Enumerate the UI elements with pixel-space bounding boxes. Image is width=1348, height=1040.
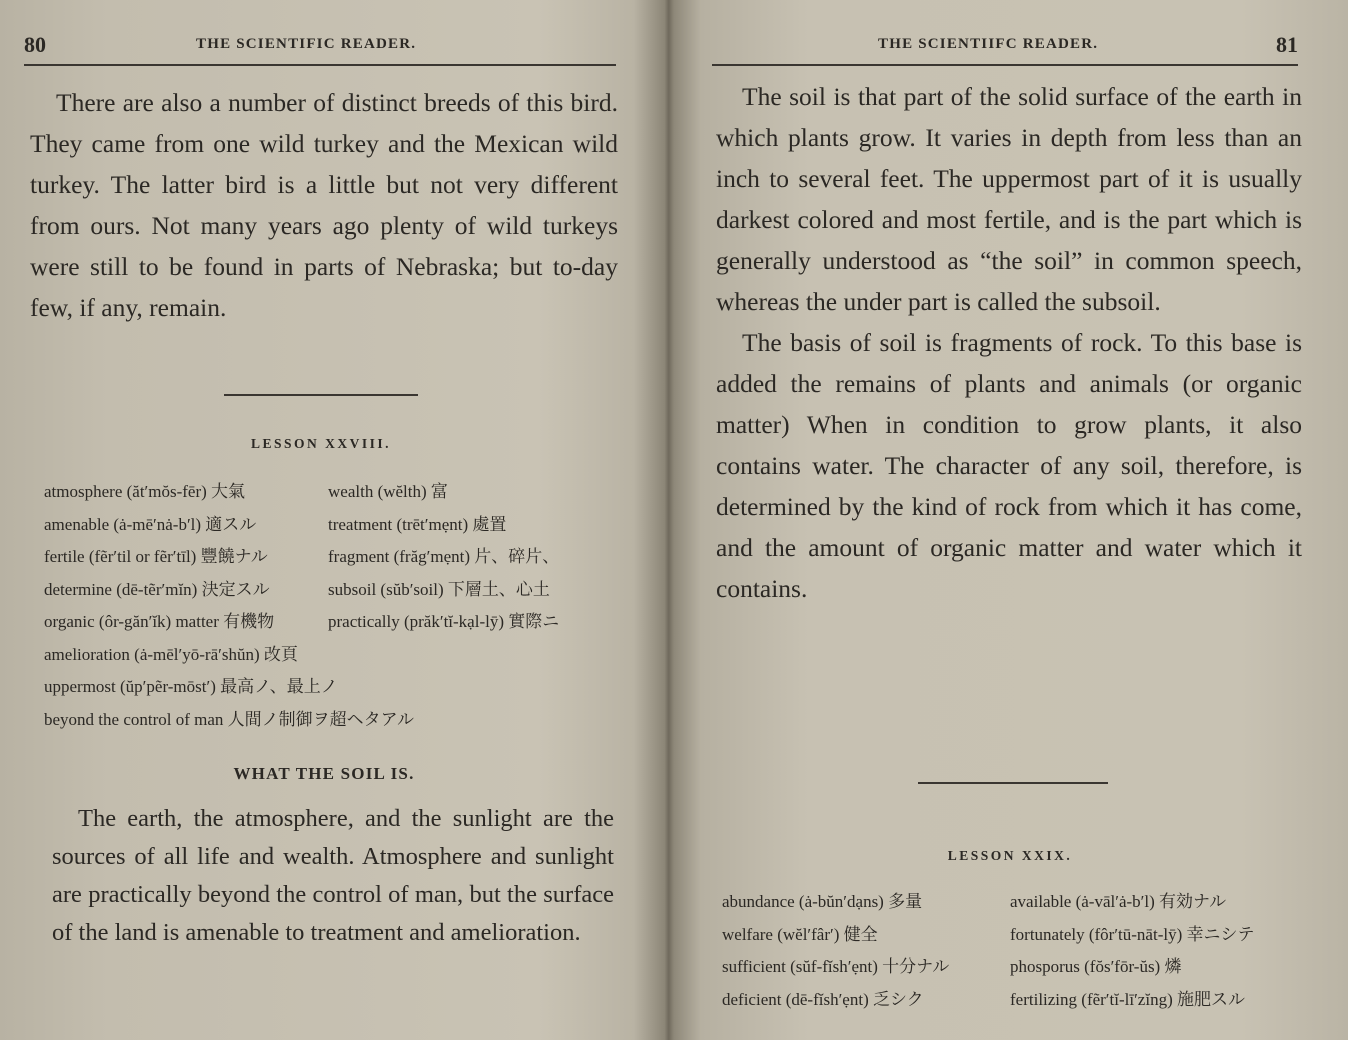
vocab-entry: available (ȧ-vāl′ȧ-b′l) 有効ナル (1010, 892, 1227, 911)
paragraph: The basis of soil is fragments of rock. To this base is added the remains of plants and animals (or organic matter) When in condition to grow plants, it also contains water. The character of any soil, therefore, is determined by the kind of rock from which it has come, and the amount of organic matter and water which it contains. (716, 328, 1302, 603)
left-bottom-text (52, 800, 614, 952)
lesson-heading: LESSON XXVIII. (250, 436, 392, 451)
header-rule (712, 64, 1298, 66)
left-page (0, 0, 660, 1040)
paragraph: There are also a number of distinct breeds of this bird. They came from one wild turkey and the Mexican wild turkey. The latter bird is a little but not very different from ours. Not many years ago plenty of wild turkeys were still to be found in parts of Nebraska; but to-day few, if any, remain. (30, 88, 618, 322)
running-head-title: THE SCIENTIIFC READER. (878, 36, 1099, 52)
vocab-entry: fertilizing (fẽr′tĭ-lī′zĭng) 施肥スル (1010, 989, 1245, 1009)
page-number: 81 (1276, 32, 1298, 57)
vocab-entry: phosporus (fŏs′fōr-ŭs) 燐 (1010, 957, 1182, 976)
right-body-text (716, 76, 1302, 609)
section-title: WHAT THE SOIL IS. (233, 764, 415, 783)
header-rule (24, 64, 616, 66)
vocab-entry: wealth (wĕlth) 富 (328, 482, 448, 501)
section-divider (224, 394, 418, 396)
running-head-title: THE SCIENTIFIC READER. (196, 36, 417, 52)
vocab-entry: abundance (ȧ-bŭn′dạns) 多量 (722, 892, 923, 911)
vocab-entry: amelioration (ȧ-mēl′yō-rā′shŭn) 改頁 (44, 644, 298, 664)
vocab-column-2 (1010, 886, 1254, 1016)
vocabulary-list (722, 886, 1322, 1016)
lesson-heading: LESSON XXIX. (947, 848, 1073, 863)
right-page (688, 0, 1348, 1040)
vocab-entry: determine (dē-tẽr′mĭn) 決定スル (44, 579, 270, 599)
vocab-entry: uppermost (ŭp′pẽr-mōst′) 最高ノ、最上ノ (44, 677, 338, 696)
vocab-entry: organic (ôr-găn′ĭk) matter 有機物 (44, 612, 275, 631)
section-divider (918, 782, 1108, 784)
vocab-column-1 (722, 886, 1010, 1016)
vocab-column-2 (328, 476, 559, 736)
page-number: 80 (24, 32, 46, 57)
vocab-entry: beyond the control of man 人間ノ制御ヲ超ヘタアル (44, 709, 414, 729)
vocab-entry: fragment (frăg′mẹnt) 片、碎片、 (328, 547, 560, 566)
right-running-head (712, 30, 1298, 60)
vocab-entry: sufficient (sŭf-fĭsh′ẹnt) 十分ナル (722, 957, 950, 976)
vocab-entry: treatment (trēt′mẹnt) 處置 (328, 514, 507, 534)
vocab-entry: fortunately (fôr′tū-nāt-lȳ) 幸ニシテ (1010, 924, 1255, 944)
paragraph: The soil is that part of the solid surface of the earth in which plants grow. It varies in depth from less than an inch to several feet. The uppermost part of it is usually darkest colored and most fertile, and is the part which is generally understood as “the soil” in common speech, whereas the under part is called the subsoil. (716, 82, 1302, 316)
vocab-entry: atmosphere (ăt′mŏs-fēr) 大氣 (44, 482, 246, 501)
vocab-entry: welfare (wĕl′fâr′) 健全 (722, 924, 878, 944)
vocab-entry: deficient (dē-fĭsh′ẹnt) 乏シク (722, 989, 924, 1009)
left-top-text (30, 82, 618, 328)
vocab-entry: amenable (ȧ-mē′nȧ-b′l) 適スル (44, 514, 257, 534)
vocab-entry: practically (prăk′tĭ-kạl-lȳ) 實際ニ (328, 612, 560, 631)
paragraph: The earth, the atmosphere, and the sunlight are the sources of all life and wealth. Atmosphere and sunlight are practically beyond the control of man, but the surface of the land is amenable to treatment and amelioration. (52, 805, 614, 946)
vocab-entry: subsoil (sŭb′soil) 下層土、心土 (328, 579, 550, 599)
vocabulary-list (44, 476, 644, 736)
vocab-entry: fertile (fẽr′til or fẽr′tīl) 豐饒ナル (44, 547, 268, 566)
left-running-head (24, 30, 616, 60)
